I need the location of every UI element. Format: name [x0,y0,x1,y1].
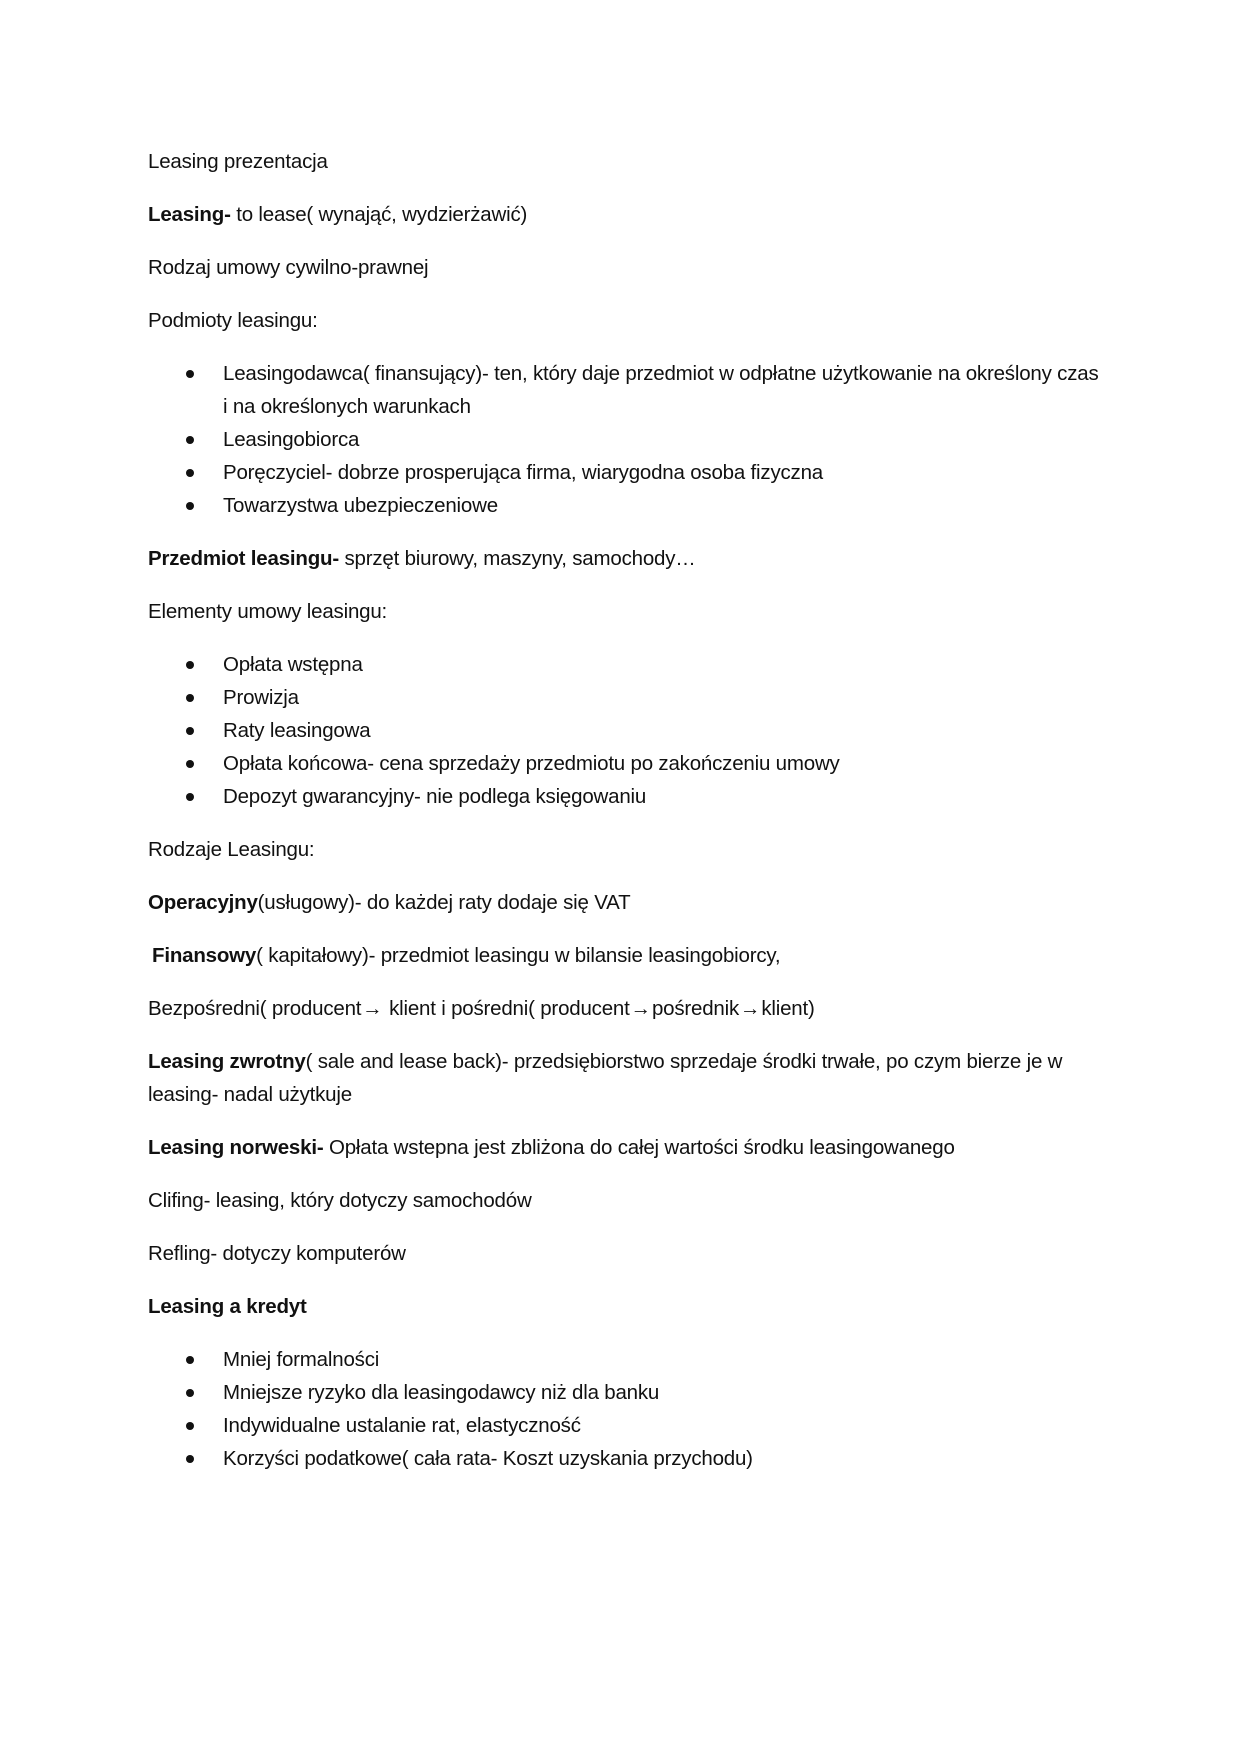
leasing-object [148,542,1108,575]
list-item: Korzyści podatkowe( cała rata- Koszt uzyskania przychodu) [223,1442,1108,1475]
list-item: Opłata wstępna [223,648,1108,681]
financial-term: Finansowy [152,944,257,967]
refling: Refling- dotyczy komputerów [148,1242,406,1265]
subjects-heading: Podmioty leasingu: [148,309,318,332]
norwegian-leasing [148,1131,1108,1164]
definition-term: Leasing- [148,203,231,226]
operational-term: Operacyjny [148,891,258,914]
direct-part-4: klient) [761,997,815,1020]
list-item: Opłata końcowa- cena sprzedaży przedmiotu po zakończeniu umowy [223,747,1108,780]
list-item: Mniejsze ryzyko dla leasingodawcy niż dla banku [223,1376,1108,1409]
direct-part-2: klient i pośredni( producent [383,997,630,1020]
operational-leasing [148,886,1108,919]
list-item: Leasingobiorca [223,423,1108,456]
arrow-right-icon: → [362,997,383,1020]
direct-part-1: Bezpośredni( producent [148,997,362,1020]
credit-heading-text: Leasing a kredyt [148,1295,307,1318]
document-content [148,145,1108,1495]
list-item: Prowizja [223,681,1108,714]
norwegian-term: Leasing norweski- [148,1136,324,1159]
return-term: Leasing zwrotny [148,1050,306,1073]
elements-list [148,648,1108,813]
credit-list [148,1343,1108,1475]
types-heading: Rodzaje Leasingu: [148,838,315,861]
list-item: Towarzystwa ubezpieczeniowe [223,489,1108,522]
elements-heading: Elementy umowy leasingu: [148,600,388,623]
financial-leasing [148,939,1108,972]
list-item: Raty leasingowa [223,714,1108,747]
list-item: Poręczyciel- dobrze prosperująca firma, wiarygodna osoba fizyczna [223,456,1108,489]
list-item: Indywidualne ustalanie rat, elastyczność [223,1409,1108,1442]
return-text: ( sale and lease back)- przedsiębiorstwo sprzedaje środki trwałe, po czym bierze je w leasing- nadal użytkuje [148,1050,1063,1106]
arrow-right-icon: → [740,997,761,1020]
leasing-definition [148,198,1108,231]
return-leasing [148,1045,1108,1111]
contract-type: Rodzaj umowy cywilno-prawnej [148,256,429,279]
direct-indirect-leasing [148,992,1108,1025]
object-term: Przedmiot leasingu- [148,547,339,570]
list-item: Leasingodawca( finansujący)- ten, który daje przedmiot w odpłatne użytkowanie na określony czas i na określonych warunkach [223,357,1108,423]
credit-heading [148,1290,1108,1323]
list-item: Depozyt gwarancyjny- nie podlega księgowaniu [223,780,1108,813]
definition-text: to lease( wynająć, wydzierżawić) [230,203,528,226]
arrow-right-icon: → [630,997,651,1020]
norwegian-text: Opłata wstepna jest zbliżona do całej wartości środku leasingowanego [323,1136,955,1159]
financial-text: ( kapitałowy)- przedmiot leasingu w bilansie leasingobiorcy, [256,944,781,967]
document-title: Leasing prezentacja [148,150,328,173]
direct-part-3: pośrednik [651,997,740,1020]
subjects-list [148,357,1108,522]
operational-text: (usługowy)- do każdej raty dodaje się VAT [257,891,631,914]
clifing: Clifing- leasing, który dotyczy samochodów [148,1189,532,1212]
object-text: sprzęt biurowy, maszyny, samochody… [338,547,696,570]
list-item: Mniej formalności [223,1343,1108,1376]
